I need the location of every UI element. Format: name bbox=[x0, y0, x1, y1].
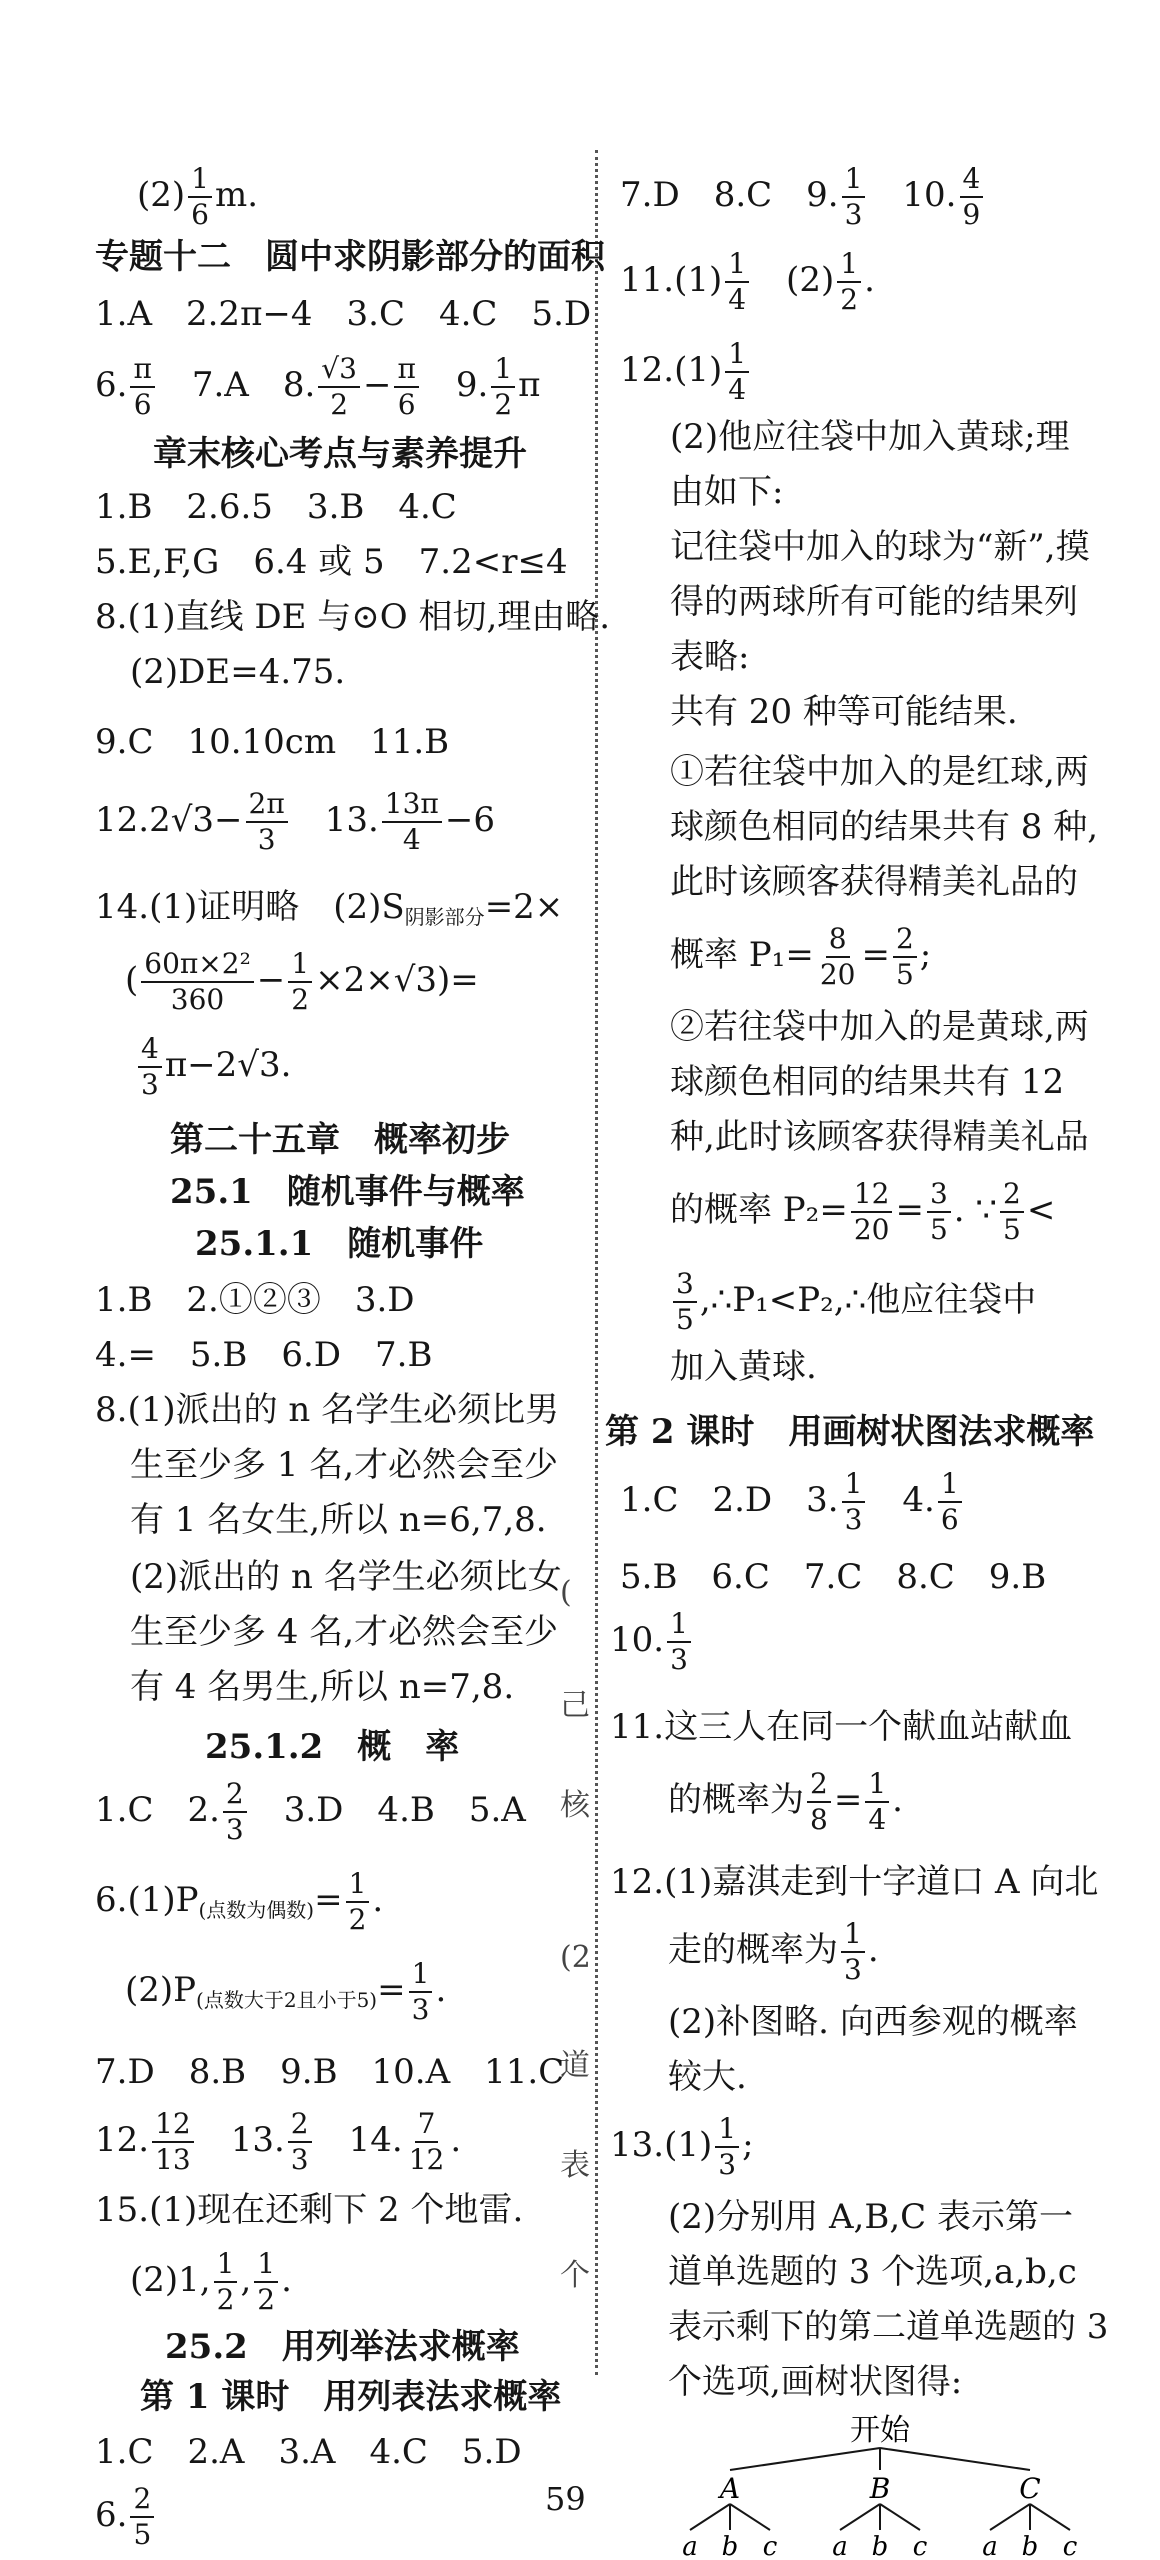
subsection-heading: 25.1.1 随机事件 bbox=[195, 1224, 484, 1264]
answer-line: 1.C 2.D 3. $\frac{1}{3}$ 4. $\frac{1}{6}$ bbox=[620, 1470, 965, 1534]
margin-fragment: (2 bbox=[560, 1940, 591, 1975]
chapter-heading: 第二十五章 概率初步 bbox=[170, 1120, 510, 1160]
tree-leaf: a bbox=[982, 2532, 998, 2560]
tree-diagram bbox=[660, 2410, 1100, 2560]
answer-line: 加入黄球. bbox=[670, 1347, 817, 1387]
answer-line: 有 1 名女生,所以 n=6,7,8. bbox=[130, 1500, 547, 1540]
answer-line: 由如下: bbox=[670, 472, 784, 512]
answer-line: 12.(1)嘉淇走到十字道口 A 向北 bbox=[610, 1862, 1099, 1902]
answer-line: 11.这三人在同一个献血站献血 bbox=[610, 1707, 1073, 1747]
tree-node-a: A bbox=[719, 2472, 741, 2505]
tree-leaf: a bbox=[682, 2532, 698, 2560]
section-heading: 25.2 用列举法求概率 bbox=[165, 2327, 520, 2367]
answer-line: 个选项,画树状图得: bbox=[668, 2362, 963, 2402]
answer-line: 走的概率为 $\frac{1}{3}$ . bbox=[668, 1917, 879, 1986]
answer-line: 12.(1) $\frac{1}{4}$ bbox=[620, 340, 752, 404]
answer-line: 15.(1)现在还剩下 2 个地雷. bbox=[95, 2190, 524, 2230]
answer-line: 8.(1)派出的 n 名学生必须比男 bbox=[95, 1390, 560, 1430]
answer-line: 球颜色相同的结果共有 8 种, bbox=[670, 807, 1099, 847]
answer-line: 4.= 5.B 6.D 7.B bbox=[95, 1335, 433, 1375]
answer-line: ①若往袋中加入的是红球,两 bbox=[670, 752, 1089, 792]
answer-line: 13.(1) $\frac{1}{3}$ ; bbox=[610, 2112, 754, 2181]
margin-fragment: 己 bbox=[560, 1688, 590, 1723]
margin-fragment: ( bbox=[560, 1575, 572, 1610]
margin-fragment: 表 bbox=[560, 2148, 590, 2183]
answer-line: (2)分别用 A,B,C 表示第一 bbox=[668, 2197, 1073, 2237]
answer-line: (2) $\frac{1}{6}$ m. bbox=[137, 162, 259, 231]
subsection-heading: 第 1 课时 用列表法求概率 bbox=[140, 2377, 562, 2417]
answer-line: 的概率 P₂= $\frac{12}{20}$ = $\frac{3}{5}$ . ∵ $\frac{2}{5}$ < bbox=[670, 1177, 1056, 1246]
answer-line: 概率 P₁= $\frac{8}{20}$ = $\frac{2}{5}$ ; bbox=[670, 922, 932, 991]
answer-line: 10. $\frac{1}{3}$ bbox=[610, 1610, 694, 1674]
answer-line: 种,此时该顾客获得精美礼品 bbox=[670, 1117, 1089, 1157]
answer-line: 8.(1)直线 DE 与⊙O 相切,理由略. bbox=[95, 597, 611, 637]
subsection-heading: 25.1.2 概 率 bbox=[205, 1727, 460, 1767]
answer-line: (2)派出的 n 名学生必须比女 bbox=[130, 1557, 562, 1597]
answer-line: 道单选题的 3 个选项,a,b,c bbox=[668, 2252, 1077, 2292]
answer-line: 12.2√3− $\frac{2\pi}{3}$ 13. $\frac{13\pi}{4}$ −6 bbox=[95, 787, 495, 856]
margin-fragment: 核 bbox=[560, 1788, 590, 1823]
subsection-heading: 第 2 课时 用画树状图法求概率 bbox=[605, 1412, 1095, 1452]
answer-line: 共有 20 种等可能结果. bbox=[670, 692, 1018, 732]
answer-line: 5.E,F,G 6.4 或 5 7.2<r≤4 bbox=[95, 542, 568, 582]
tree-leaf: c bbox=[762, 2532, 778, 2560]
tree-node-b: B bbox=[869, 2472, 891, 2505]
answer-line: 9.C 10.10cm 11.B bbox=[95, 722, 450, 762]
answer-line: 表示剩下的第二道单选题的 3 bbox=[668, 2307, 1109, 2347]
answer-line: (2)他应往袋中加入黄球;理 bbox=[670, 417, 1070, 457]
answer-line: 得的两球所有可能的结果列 bbox=[670, 582, 1078, 622]
tree-node-c: C bbox=[1019, 2472, 1041, 2505]
answer-line: $\frac{4}{3}$ π−2√3. bbox=[135, 1035, 291, 1099]
answer-line: 1.C 2. $\frac{2}{3}$ 3.D 4.B 5.A bbox=[95, 1777, 526, 1846]
answer-line: 6. $\frac{2}{5}$ bbox=[95, 2485, 157, 2549]
answer-line: ( $\frac{\text{60π×2²}}{360}$ − $\frac{1}{2}$ ×2×√3)= bbox=[125, 947, 479, 1016]
answer-line: $\frac{3}{5}$ ,∴P₁<P₂,∴他应往袋中 bbox=[670, 1270, 1036, 1334]
answer-line: 11.(1) $\frac{1}{4}$ (2) $\frac{1}{2}$ . bbox=[620, 247, 875, 316]
answer-line: 此时该顾客获得精美礼品的 bbox=[670, 862, 1078, 902]
answer-line: (2)补图略. 向西参观的概率 bbox=[668, 2002, 1078, 2042]
answer-line: $6.(1)P_{(点数为偶数)}=$ $\frac{1}{2}$ . bbox=[95, 1867, 384, 1936]
tree-leaf: b bbox=[1021, 2532, 1039, 2560]
tree-root-label: 开始 bbox=[850, 2413, 910, 2448]
answer-line: ②若往袋中加入的是黄球,两 bbox=[670, 1007, 1089, 1047]
answer-line: 1.A 2.2π−4 3.C 4.C 5.D bbox=[95, 294, 592, 334]
answer-line: 记往袋中加入的球为“新”,摸 bbox=[670, 527, 1090, 567]
answer-line: $(2)P_{(点数大于2且小于5)}=$ $\frac{1}{3}$ . bbox=[125, 1957, 447, 2026]
answer-line: 1.B 2.①②③ 3.D bbox=[95, 1280, 415, 1320]
section-heading: 章末核心考点与素养提升 bbox=[153, 434, 527, 474]
section-heading: 专题十二 圆中求阴影部分的面积 bbox=[95, 237, 605, 277]
answer-line: (2)DE=4.75. bbox=[130, 652, 346, 692]
answer-line: (2)1, $\frac{1}{2}$ , $\frac{1}{2}$ . bbox=[130, 2247, 292, 2316]
answer-line: 表略: bbox=[670, 637, 750, 677]
answer-line: 球颜色相同的结果共有 12 bbox=[670, 1062, 1065, 1102]
answer-line: 5.B 6.C 7.C 8.C 9.B bbox=[620, 1557, 1047, 1597]
answer-line: 生至少多 4 名,才必然会至少 bbox=[130, 1612, 559, 1652]
answer-line: 的概率为 $\frac{2}{8}$ = $\frac{1}{4}$ . bbox=[668, 1767, 903, 1836]
answer-line: 7.D 8.B 9.B 10.A 11.C bbox=[95, 2052, 565, 2092]
margin-fragment: 道 bbox=[560, 2048, 590, 2083]
page-number: 59 bbox=[545, 2480, 586, 2518]
section-heading: 25.1 随机事件与概率 bbox=[170, 1172, 525, 1212]
tree-leaf: c bbox=[912, 2532, 928, 2560]
tree-leaf: c bbox=[1062, 2532, 1078, 2560]
column-divider bbox=[595, 150, 598, 2375]
answer-line: 12. $\frac{12}{13}$ 13. $\frac{2}{3}$ 14. $\frac{7}{12}$ . bbox=[95, 2107, 462, 2176]
margin-fragment: 个 bbox=[560, 2258, 590, 2293]
answer-line: 有 4 名男生,所以 n=7,8. bbox=[130, 1667, 515, 1707]
answer-line: 14.(1)证明略 $(2)S_{阴影部分}=2\times$ bbox=[95, 887, 564, 929]
answer-line: 1.B 2.6.5 3.B 4.C bbox=[95, 487, 457, 527]
answer-line: 7.D 8.C 9. $\frac{1}{3}$ 10. $\frac{4}{9}$ bbox=[620, 165, 986, 229]
tree-leaf: a bbox=[832, 2532, 848, 2560]
tree-leaf: b bbox=[871, 2532, 889, 2560]
tree-leaf: b bbox=[721, 2532, 739, 2560]
answer-line: 1.C 2.A 3.A 4.C 5.D bbox=[95, 2432, 522, 2472]
answer-line: 生至少多 1 名,才必然会至少 bbox=[130, 1445, 559, 1485]
answer-line: 较大. bbox=[668, 2057, 747, 2097]
answer-line: 6. $\frac{\pi}{6}$ 7.A 8. $\frac{√3}{2}$ − $\frac{\pi}{6}$ 9. $\frac{1}{2}$ π bbox=[95, 352, 541, 421]
